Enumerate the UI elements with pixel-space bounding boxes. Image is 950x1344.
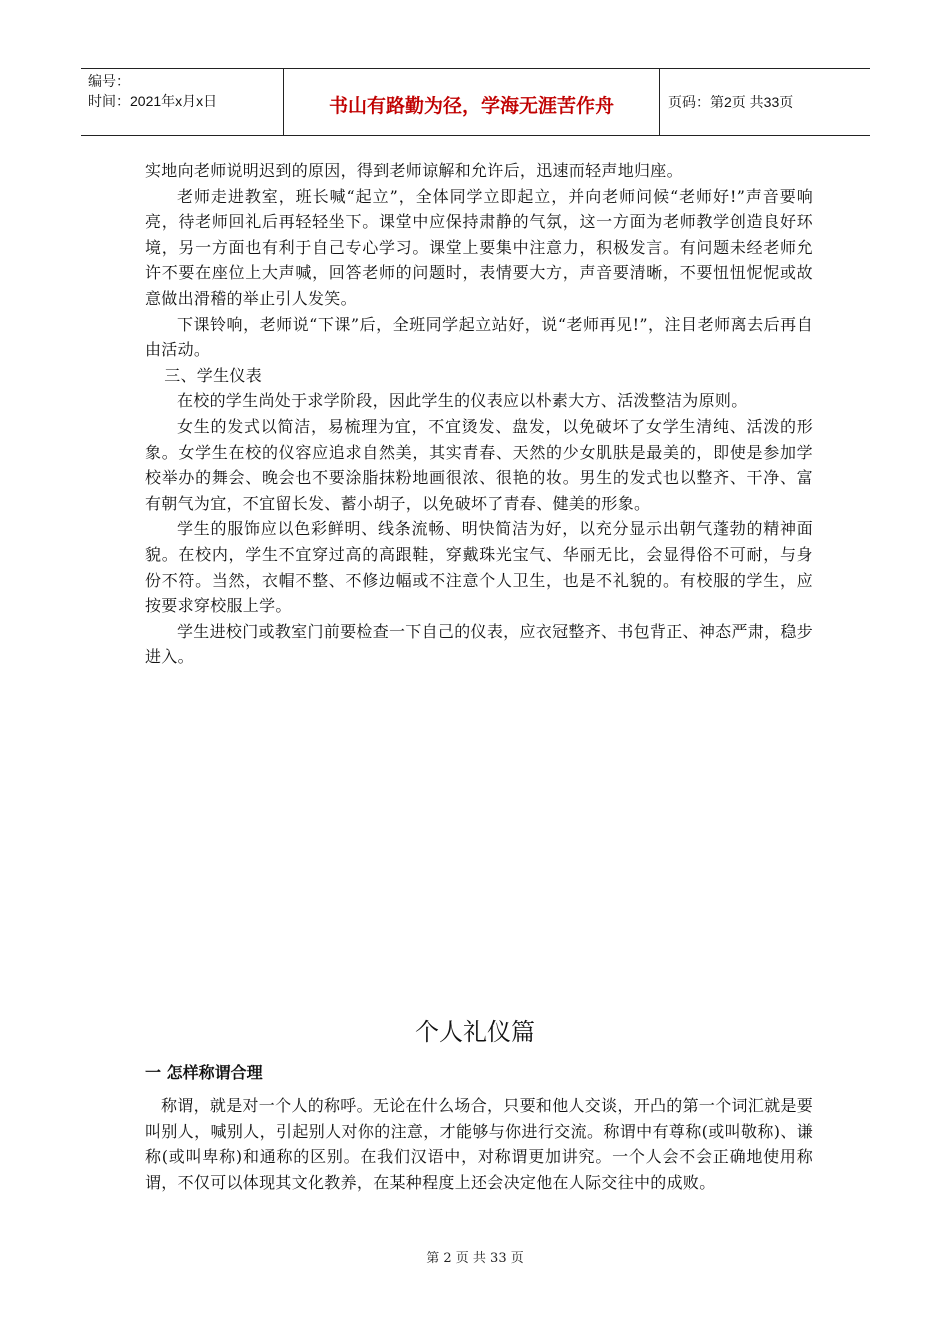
header-page-label: 页码：第2页 共33页 — [668, 94, 794, 110]
page-header — [81, 68, 870, 136]
paragraph: 实地向老师说明迟到的原因，得到老师谅解和允许后，迅速而轻声地归座。 — [145, 161, 683, 180]
section-heading: 三、学生仪表 — [164, 365, 262, 385]
paragraph: 下课铃响，老师说“下课”后，全班同学起立站好，说“老师再见!”，注目老师离去后再自由活动。 — [145, 314, 813, 360]
paragraph: 老师走进教室，班长喊“起立”，全体同学立即起立，并向老师问候“老师好!”声音要响亮，待老师回礼后再轻轻坐下。课堂中应保持肃静的气氛，这一方面为老师教学创造良好环境，另一方面也有利于自己专心学习。课堂上要集中注意力，积极发言。有问题未经老师允许不要在座位上大声喊，回答老师的问题时，表情要大方，声音要清晰，不要忸忸怩怩或故意做出滑稽的举止引人发笑。 — [145, 186, 813, 308]
body-text — [145, 158, 813, 670]
date-label: 时间：2021年x月x日 — [88, 93, 218, 109]
paragraph: 学生进校门或教室门前要检查一下自己的仪表，应衣冠整齐、书包背正、神态严肃，稳步进入。 — [145, 621, 813, 667]
paragraph: 学生的服饰应以色彩鲜明、线条流畅、明快简洁为好，以充分显示出朝气蓬勃的精神面貌。在校内，学生不宜穿过高的高跟鞋，穿戴珠光宝气、华丽无比，会显得俗不可耐，与身份不符。当然，衣帽不整、不修边幅或不注意个人卫生，也是不礼貌的。有校服的学生，应按要求穿校服上学。 — [145, 519, 813, 616]
page-footer: 第 2 页 共 33 页 — [426, 1251, 524, 1266]
header-motto: 书山有路勤为径，学海无涯苦作舟 — [284, 69, 660, 135]
header-meta — [81, 69, 284, 135]
chapter-intro: 称谓，就是对一个人的称呼。无论在什么场合，只要和他人交谈，开凸的第一个词汇就是要叫别人，喊别人，引起别人对你的注意，才能够与你进行交流。称谓中有尊称(或叫敬称)、谦称(或叫卑称)和通称的区别。在我们汉语中，对称谓更加讲究。一个人会不会正确地使用称谓，不仅可以体现其文化教养，在某种程度上还会决定他在人际交往中的成败。 — [145, 1096, 814, 1192]
paragraph: 女生的发式以简洁，易梳理为宜，不宜烫发、盘发，以免破坏了女学生清纯、活泼的形象。女学生在校的仪容应追求自然美，其实青春、天然的少女肌肤是最美的，即使是参加学校举办的舞会、晚会也不要涂脂抹粉地画很浓、很艳的妆。男生的发式也以整齐、干净、富有朝气为宜，不宜留长发、蓄小胡子，以免破坏了青春、健美的形象。 — [145, 416, 813, 513]
number-label: 编号： — [88, 73, 130, 89]
paragraph: 在校的学生尚处于求学阶段，因此学生的仪表应以朴素大方、活泼整洁为原则。 — [177, 391, 748, 411]
chapter-title: 个人礼仪篇 — [415, 1018, 535, 1046]
chapter-subheading: 一 怎样称谓合理 — [145, 1063, 263, 1082]
